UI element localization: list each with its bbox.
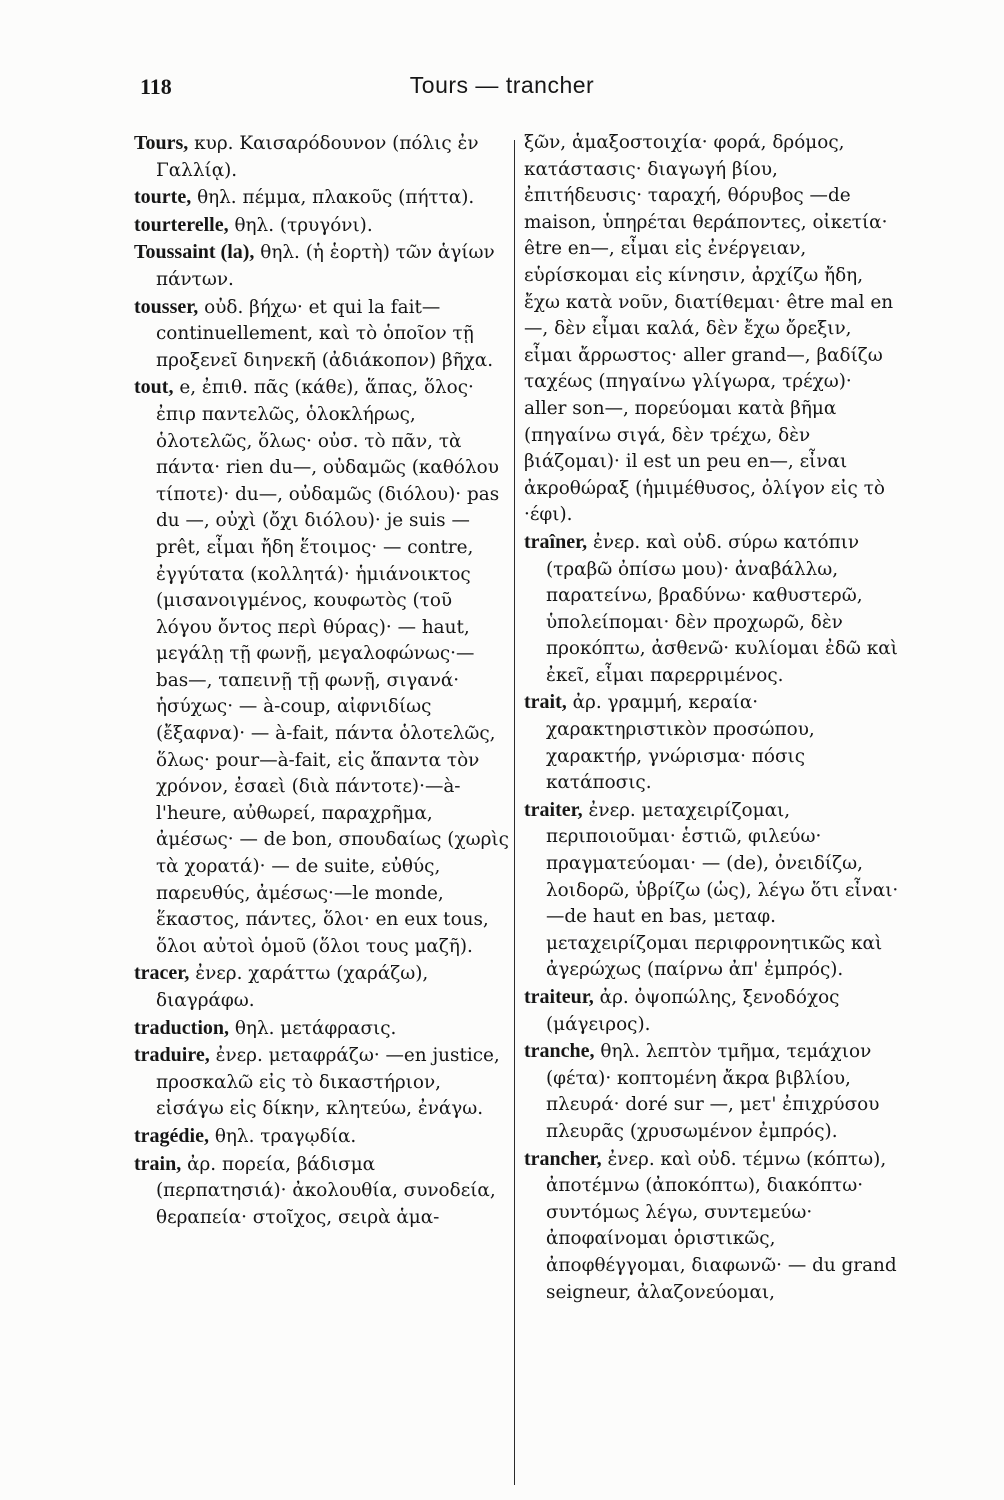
definition: ἐνερ. καὶ οὐδ. σύρω κατόπιν (τραβῶ ὀπίσω μου)· ἀναβάλλω, παρατείνω, βραδύνω· καθυστερῶ, ὑπολείπομαι· δὲν προχωρῶ, δὲν προκόπτω, ἀσθενῶ· κυλίομαι ἐδῶ καὶ ἐκεῖ, εἶμαι παρερριμένος. [546,531,898,686]
headword: traiter, [524,798,583,821]
dictionary-entry [134,1042,509,1123]
headword: tousser, [134,295,199,318]
dictionary-entry [524,689,899,796]
definition: θηλ. (τρυγόνι). [234,214,373,236]
dictionary-entry [134,130,509,184]
headword: tranche, [524,1040,595,1063]
dictionary-entry [134,1123,509,1151]
definition: e, ἐπιθ. πᾶς (κάθε), ἅπας, ὅλος· ἐπιρ παντελῶς, ὁλοκλήρως, ὁλοτελῶς, ὅλως· οὐσ. τὸ πᾶν, τὰ πάντα· rien du—, οὐδαμῶς (καθόλου τίποτε)· du—, οὐδαμῶς (διόλου)· pas du —, οὐχὶ (ὄχι διόλου)· je suis — prêt, εἶμαι ἤδη ἕτοιμος· — contre, ἐγγύτατα (κολλητά)· ἡμιάνοικτος (μισανοιγμένος, κουφωτὸς (τοῦ λόγου ὄντος περὶ θύρας)· — haut, μεγάλῃ τῇ φωνῇ, μεγαλοφώνως·— bas—, ταπεινῇ τῇ φωνῇ, σιγανά· ἡσύχως· — à-coup, αἰφνιδίως (ἔξαφνα)· — à-fait, πάντα ὁλοτελῶς, ὅλως· pour—à-fait, εἰς ἅπαντα τὸν χρόνον, ἐσαεὶ (διὰ πάντοτε)·—à-l'heure, αὐθωρεί, παραχρῆμα, ἀμέσως· — de bon, σπουδαίως (χωρὶς τὰ χορατά)· — de suite, εὐθύς, παρευθύς, ἀμέσως·—le monde, ἕκαστος, πάντες, ὅλοι· en eux tous, ὅλοι αὐτοὶ ὁμοῦ (ὅλοι τους μαζῆ). [156,377,509,957]
column-divider [514,140,515,1485]
dictionary-entry [524,797,899,984]
headword: traîner, [524,530,588,553]
definition: ἐνερ. μεταφράζω· —en justice, προσκαλῶ εἰς τὸ δικαστήριον, εἰσάγω εἰς δίκην, κλητεύω, ἐνάγω. [156,1045,500,1120]
headword: trancher, [524,1147,602,1170]
dictionary-entry [134,294,509,375]
headword: train, [134,1152,182,1175]
definition: ἐνερ. καὶ οὐδ. τέμνω (κόπτω), ἀποτέμνω (ἀποκόπτω), διακόπτω· συντόμως λέγω, συντεμεύω· ἀποφαίνομαι ὁριστικῶς, ἀποφθέγγομαι, διαφωνῶ· — du grand seigneur, ἀλαζονεύομαι, [546,1148,897,1303]
headword: tracer, [134,962,190,985]
headword: tourterelle, [134,213,229,236]
page-header [0,70,1004,110]
headword: traduire, [134,1044,210,1067]
headword: tragédie, [134,1124,209,1147]
dictionary-entry [134,1015,509,1043]
definition: θηλ. μετάφρασις. [234,1017,397,1039]
definition: θηλ. (ἡ ἑορτὴ) τῶν ἁγίων πάντων. [156,242,495,290]
dictionary-entry [134,960,509,1014]
dictionary-entry-continued [524,130,899,529]
definition: θηλ. λεπτὸν τμῆμα, τεμάχιον (φέτα)· κοπτομένη ἄκρα βιβλίου, πλευρά· doré sur —, μετ' ἐπιχρύσου πλευρᾶς (χρυσωμένον ἐμπρός). [546,1041,880,1142]
right-column [524,130,899,1306]
headword: tout, [134,376,174,399]
dictionary-entry [134,239,509,293]
dictionary-entry [524,1038,899,1145]
dictionary-entry [134,374,509,960]
headword: Tours, [134,132,189,154]
definition: ἐνερ. χαράττω (χαράζω), διαγράφω. [156,963,429,1011]
headword: Toussaint (la), [134,241,255,264]
headword: trait, [524,691,567,714]
dictionary-entry [134,184,509,212]
definition: κυρ. Καισαρόδουνον (πόλις ἐν Γαλλίᾳ). [156,133,479,181]
dictionary-entry [134,1151,509,1232]
definition: ἀρ. γραμμή, κεραία· χαρακτηριστικὸν προσώπου, χαρακτήρ, γνώρισμα· πόσις κατάποσις. [546,692,815,794]
dictionary-entry [134,212,509,240]
left-column [134,130,509,1231]
definition: θηλ. πέμμα, πλακοῦς (πήττα). [197,187,475,209]
headword: traiteur, [524,986,594,1008]
headword: traduction, [134,1016,229,1039]
definition: ἀρ. πορεία, βάδισμα (περπατησιά)· ἀκολουθία, συνοδεία, θεραπεία· στοῖχος, σειρὰ ἁμα- [156,1153,496,1228]
definition: ἐνερ. μεταχειρίζομαι, περιποιοῦμαι· ἑστιῶ, φιλεύω· πραγματεύομαι· — (de), ὀνειδίζω, λοιδορῶ, ὑβρίζω (ὡς), λέγω ὅτι εἶναι·—de haut en bas, μεταφ. μεταχειρίζομαι περιφρονητικῶς καὶ ἀγερώχως (παίρνω ἀπ' ἐμπρός). [546,799,899,981]
definition: ἀρ. ὀψοπώλης, ξενοδόχος (μάγειρος). [546,987,840,1035]
dictionary-entry [524,529,899,690]
dictionary-entry [524,1146,899,1307]
definition: θηλ. τραγῳδία. [214,1125,357,1147]
page-number: 118 [140,74,172,99]
headword: tourte, [134,186,192,209]
definition: οὐδ. βήχω· et qui la fait—continuellement, καὶ τὸ ὁποῖον τῇ προξενεῖ διηνεκῆ (ἀδιάκοπον) βῆχα. [156,296,494,371]
dictionary-entry [524,984,899,1038]
definition: ξῶν, ἁμαξοστοιχία· φορά, δρόμος, κατάστασις· διαγωγή βίου, ἐπιτήδευσις· ταραχή, θόρυβος —de maison, ὑπηρέται θεράποντες, οἰκετία· être en—, εἶμαι εἰς ἐνέργειαν, εὑρίσκομαι εἰς κίνησιν, ἀρχίζω ἤδη, ἔχω κατὰ νοῦν, διατίθεμαι· être mal en—, δὲν εἶμαι καλά, δὲν ἔχω ὄρεξιν, εἶμαι ἄρρωστος· aller grand—, βαδίζω ταχέως (πηγαίνω γλίγωρα, τρέχω)· aller son—, πορεύομαι κατὰ βῆμα (πηγαίνω σιγά, δὲν τρέχω, δὲν βιάζομαι)· il est un peu en—, εἶναι ἀκροθώραξ (ἡμιμέθυσος, ὀλίγον εἰς τὸ ·έφι). [524,132,894,526]
running-head: Tours — trancher [409,72,595,98]
